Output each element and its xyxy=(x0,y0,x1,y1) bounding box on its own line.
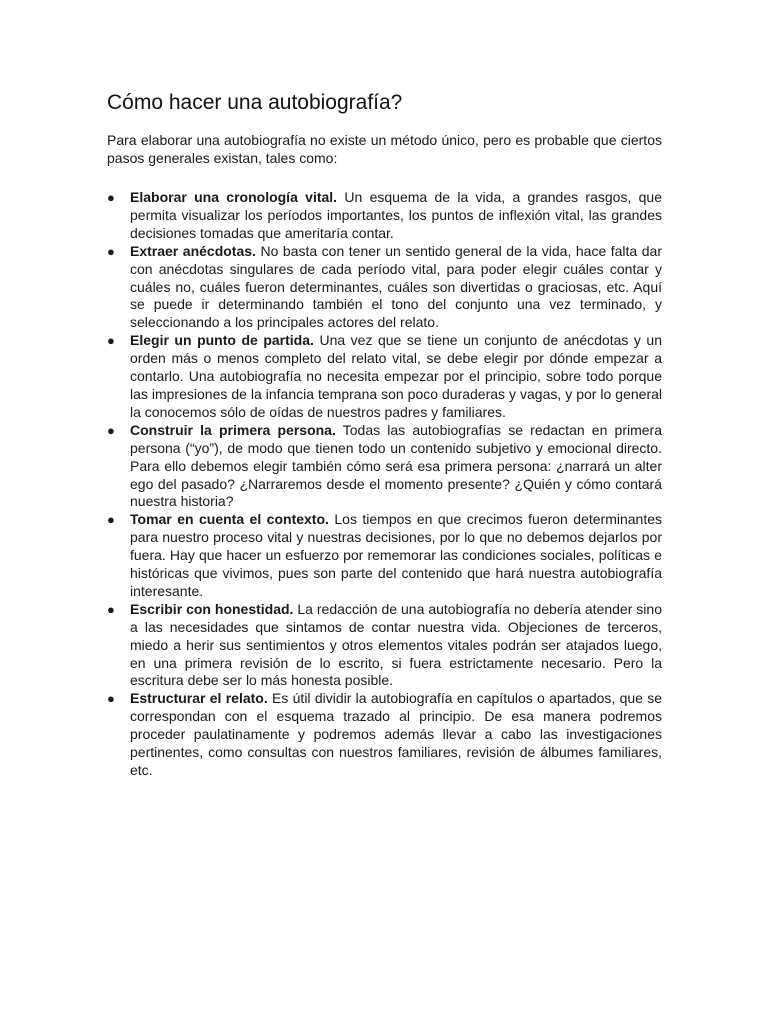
page-title: Cómo hacer una autobiografía? xyxy=(107,91,403,114)
list-item xyxy=(107,332,662,422)
bullet-icon: ● xyxy=(107,333,115,349)
item-lead: Elegir un punto de partida. xyxy=(130,332,314,349)
list-item xyxy=(107,690,662,780)
item-text: No basta con tener un sentido general de la vida, hace falta dar con anécdotas singulares de cada período vital, para poder elegir cuáles contar y cuáles no, cuáles fueron determinantes, cuáles son divertidas o graciosas, etc. Aquí se puede ir determinando también el tono del conjunto una vez terminado, y seleccionando a los principales actores del relato. xyxy=(130,242,662,331)
bullet-icon: ● xyxy=(107,243,115,259)
item-lead: Construir la primera persona. xyxy=(130,421,336,438)
item-text: Una vez que se tiene un conjunto de anécdotas y un orden más o menos completo del relato vital, se debe elegir por dónde empezar a contarlo. Una autobiografía no necesita empezar por el principio, sobre todo porque las impresiones de la infancia temprana son poco duraderas y vagas, y por lo general la conocemos sólo de oídas de nuestros padres y familiares. xyxy=(130,332,663,420)
item-text: Todas las autobiografías se redactan en primera persona (“yo”), de modo que tienen todo un contenido subjetivo y emocional directo. Para ello debemos elegir también cómo será esa primera persona: ¿narrará un alter ego del pasado? ¿Narraremos desde el momento presente? ¿Quién y cómo contará nuestra historia? xyxy=(130,421,662,510)
bullet-icon: ● xyxy=(107,601,115,617)
intro-paragraph: Para elaborar una autobiografía no existe un método único, pero es probable que ciertos pasos generales existan, tales como: xyxy=(107,132,662,166)
item-lead: Estructurar el relato. xyxy=(130,690,268,707)
list-item xyxy=(107,243,662,333)
item-lead: Escribir con honestidad. xyxy=(130,600,294,617)
bullet-icon: ● xyxy=(107,422,115,438)
item-text: Un esquema de la vida, a grandes rasgos, que permita visualizar los períodos importantes, los puntos de inflexión vital, las grandes decisiones tomadas que ameritaría contar. xyxy=(130,189,663,241)
list-item xyxy=(107,422,662,512)
list-item xyxy=(107,189,662,243)
item-lead: Tomar en cuenta el contexto. xyxy=(130,511,329,528)
item-text: La redacción de una autobiografía no debería atender sino a las necesidades que sintamos de contar nuestra vida. Objeciones de terceros, miedo a herir sus sentimientos y otros elementos vitales podrán ser atajados luego, en una primera revisión de lo escrito, si fuera estrictamente necesario. Pero la escritura debe ser lo más honesta posible. xyxy=(130,600,662,689)
item-lead: Extraer anécdotas. xyxy=(130,242,256,259)
item-lead: Elaborar una cronología vital. xyxy=(130,189,338,205)
steps-list xyxy=(107,189,662,780)
bullet-icon: ● xyxy=(107,190,115,205)
list-item xyxy=(107,601,662,691)
item-text: Los tiempos en que crecimos fueron determinantes para nuestro proceso vital y nuestras decisiones, por lo que no debemos dejarlos por fuera. Hay que hacer un esfuerzo por rememorar las condiciones sociales, políticas e históricas que vivimos, pues son parte del contenido que hará nuestra autobiografía interesante. xyxy=(130,511,663,599)
bullet-icon: ● xyxy=(107,691,115,707)
item-text: Es útil dividir la autobiografía en capítulos o apartados, que se correspondan con el esquema trazado al principio. De esa manera podremos proceder paulatinamente y podremos además llevar a cabo las investigaciones pertinentes, como consultas con nuestros familiares, revisión de álbumes familiares, etc. xyxy=(130,690,662,778)
document-page xyxy=(107,88,662,780)
list-item xyxy=(107,511,662,601)
bullet-icon: ● xyxy=(107,512,115,528)
